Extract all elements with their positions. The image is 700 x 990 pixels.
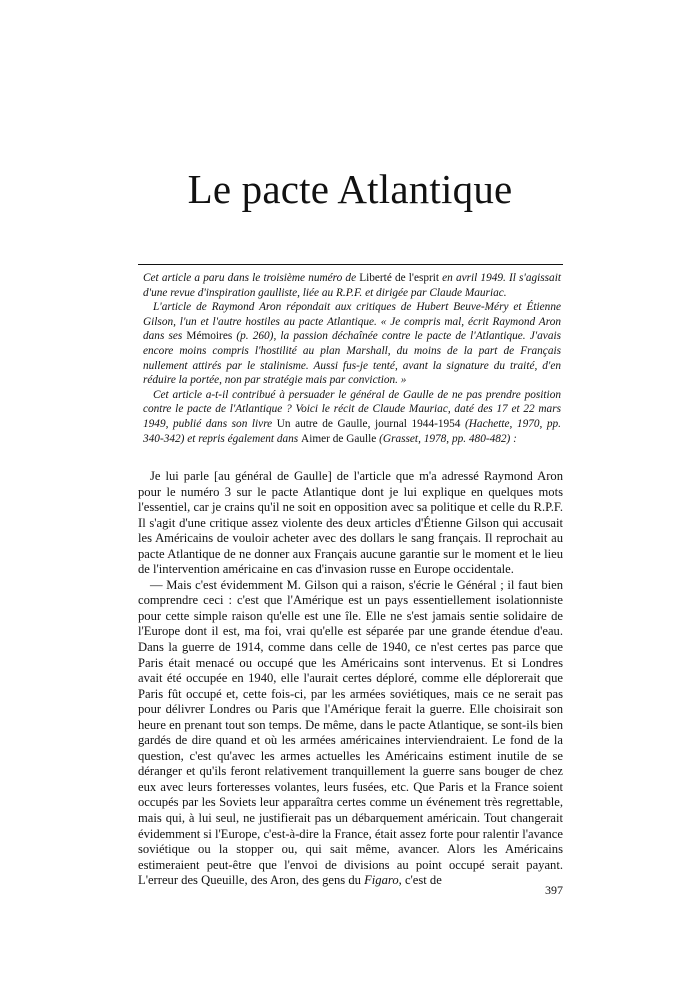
book-title: Mémoires [186, 330, 233, 343]
body-paragraph-2: — Mais c'est évidemment M. Gilson qui a raison, s'écrie le Général ; il faut bien comprendre ceci : c'est que l'Amérique est un pays essentiellement isolationniste pour cette simple raison qu'elle est une île. Elle ne s'est jamais sentie solidaire de l'Europe dont il est, ma foi, vrai qu'elle est séparée par une grande étendue d'eau. Dans la guerre de 1914, comme dans celle de 1940, ce n'est certes pas parce que Paris était menacé ou occupé que les Américains sont intervenus. Et si Londres avait été occupée en 1940, elle l'aurait certes déploré, comme elle déplorerait que Paris fût occupé et, cette fois-ci, par les armées soviétiques, mais ce ne serait pas pour délivrer Londres ou Paris que l'Amérique ferait la guerre. Elle choisirait son heure en prenant tout son temps. De même, dans le pacte Atlantique, se sont-ils bien gardés de dire quand et où les armées américaines interviendraient. Le fond de la question, c'est qu'avec les armes actuelles les Américains estiment inutile de se déranger et qu'ils feront relativement tranquillement la guerre sans bouger de chez eux avec leurs forteresses volantes, leurs fusées, etc. Que Paris et la France soient occupés par les Soviets leur apparaîtra certes comme un événement très regrettable, mais qui, à lui seul, ne justifierait pas un débarquement américain. Tout changerait évidemment si l'Europe, c'est-à-dire la France, était assez forte pour ralentir l'avance soviétique ou la stopper ou, qui sait même, avancer. Alors les Américains estimeraient peut-être que l'envoi de divisions au point occupé serait payant. L'erreur des Queuille, des Aron, des gens du Figaro, c'est de [138, 577, 563, 888]
book-title: Un autre de Gaulle, journal 1944-1954 [276, 417, 461, 430]
newspaper-title: Figaro [364, 873, 399, 888]
intro-paragraph-1: Cet article a paru dans le troisième numéro de Liberté de l'esprit en avril 1949. Il s'agissait d'une revue d'inspiration gaulliste, liée au R.P.F. et dirigée par Claude Mauriac. [143, 272, 561, 299]
journal-title: Liberté [359, 272, 392, 284]
main-text [138, 469, 563, 889]
intro-paragraph-3: Cet article a-t-il contribué à persuader le général de Gaulle de ne pas prendre position contre le pacte de l'Atlantique ? Voici le récit de Claude Mauriac, daté des 17 et 22 mars 1949, publié dans son livre Un autre de Gaulle, journal 1944-1954 (Hachette, 1970, pp. 340-342) et repris également dans Aimer de Gaulle (Grasset, 1978, pp. 480-482) : [143, 388, 562, 445]
book-title: Aimer de Gaulle [301, 432, 377, 445]
body-paragraph-1: Je lui parle [au général de Gaulle] de l'article que m'a adressé Raymond Aron pour le numéro 3 sur le pacte Atlantique dont je lui explique en quelques mots l'essentiel, car je crains qu'il ne soit en opposition avec sa politique et celle du R.P.F. Il s'agit d'une critique assez violente des deux articles d'Étienne Gilson qui accusait les Américains de vouloir acheter avec des dollars le sang français. Il reprochait au pacte Atlantique de ne donner aux Français aucune garantie sur le moment et le lieu de l'intervention américaine en cas d'invasion russe en Europe occidentale. [138, 469, 563, 577]
chapter-title: Le pacte Atlantique [187, 166, 513, 212]
page-number: 397 [545, 883, 563, 897]
title-divider [138, 264, 563, 265]
editorial-introduction [143, 271, 561, 446]
intro-paragraph-2: L'article de Raymond Aron répondait aux critiques de Hubert Beuve-Méry et Étienne Gilson, l'un et l'autre hostiles au pacte Atlantique. « Je compris mal, écrit Raymond Aron dans ses Mémoires (p. 260), la passion déchaînée contre le pacte de l'Atlantique. J'avais encore moins compris l'hostilité au plan Marshall, du moins de la part de Français nullement attirés par le stalinisme. Aussi fus-je tenté, avant la signature du traité, d'en réduire la portée, non par stratégie mais par conviction. » [143, 301, 562, 387]
